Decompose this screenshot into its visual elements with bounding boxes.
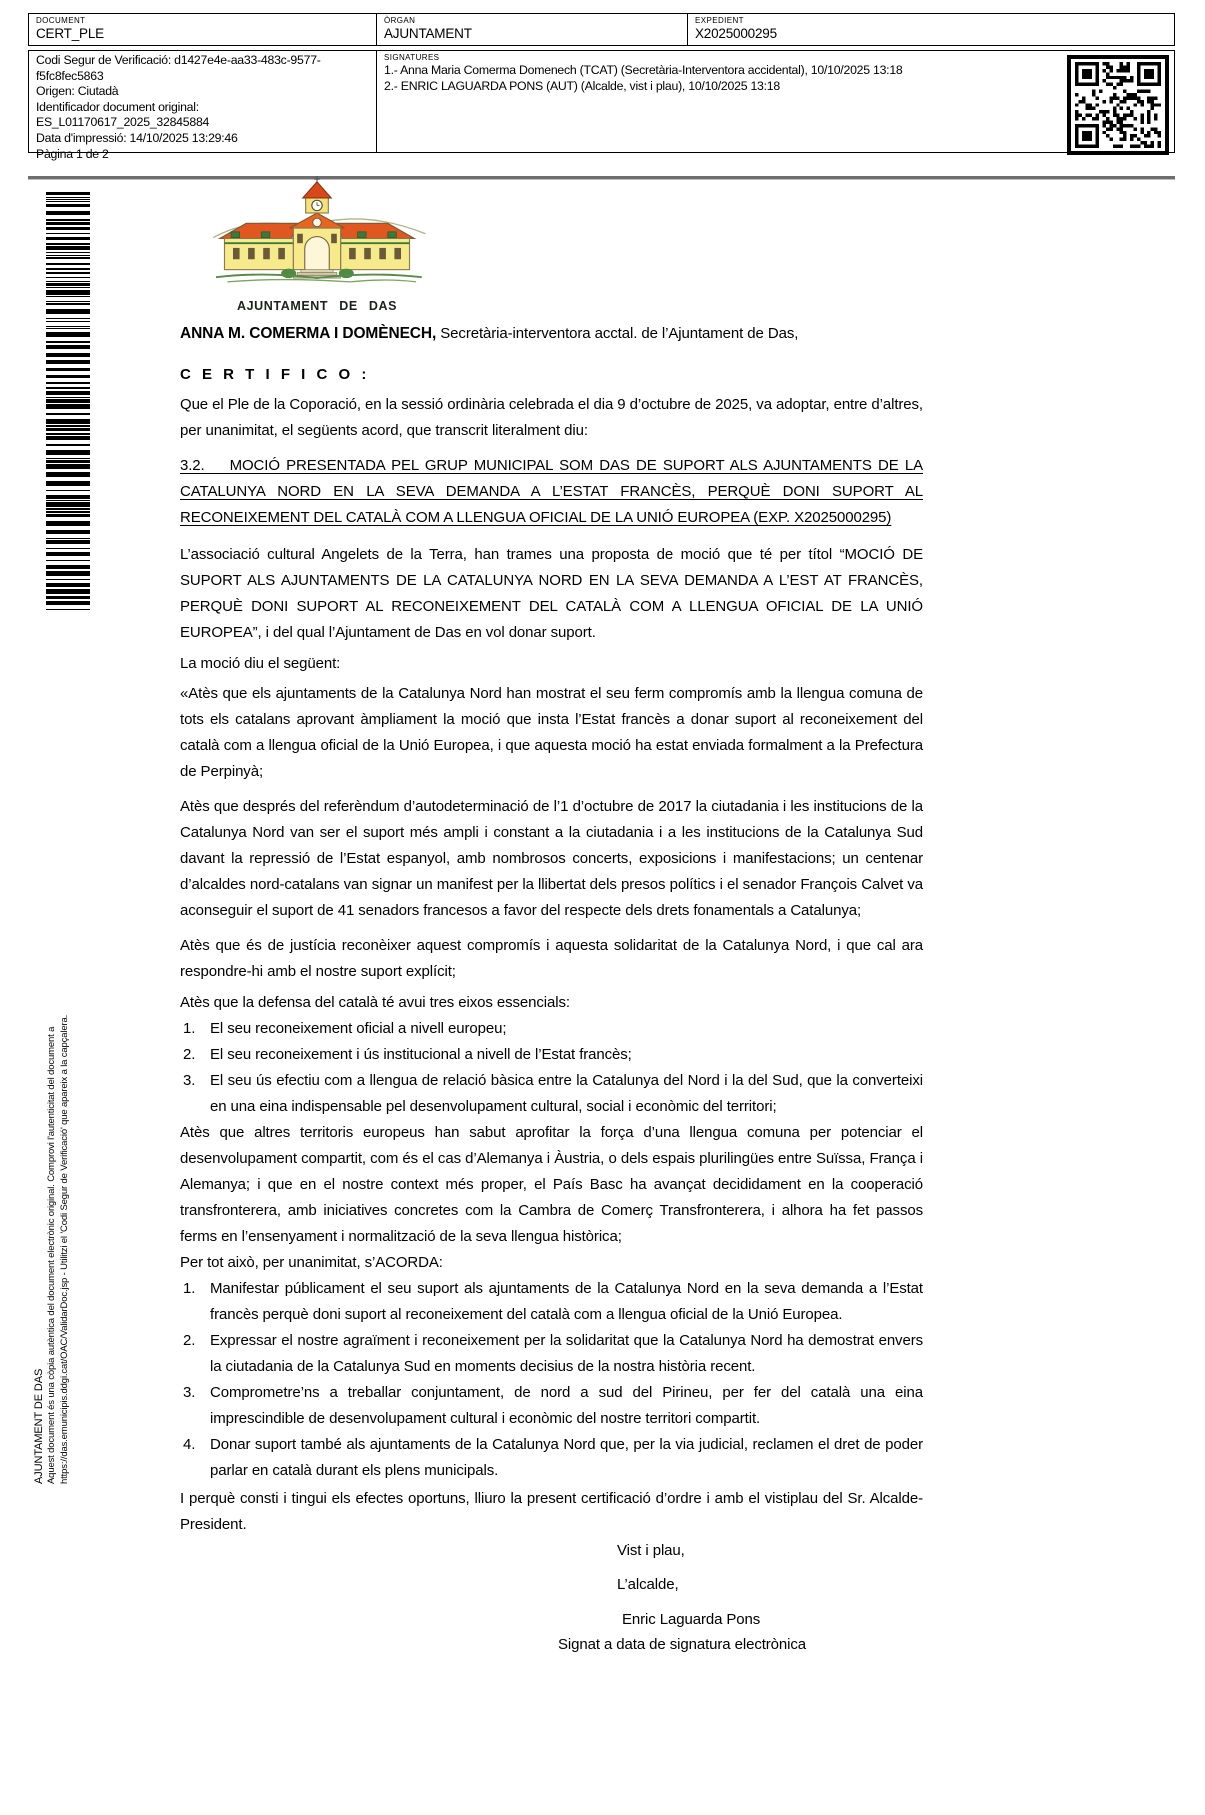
barcode-bar: [46, 277, 90, 278]
barcode-bar: [46, 211, 90, 215]
barcode-bar: [46, 481, 90, 486]
barcode-bar: [46, 495, 90, 499]
list-item: [180, 1380, 923, 1432]
organ-label: ÒRGAN: [384, 16, 416, 25]
barcode-bar: [46, 326, 90, 327]
barcode-bar: [46, 397, 90, 398]
side-validation-line-2: https://das.emunicipis.ddgi.cat/OAC/ValidarDoc.jsp - Utilitzi el 'Codi Segur de Verificació' que apareix a la capçalera.: [58, 1014, 70, 1484]
barcode-bar: [46, 341, 90, 343]
header-row-1: [28, 13, 1175, 46]
barcode-bar: [46, 399, 90, 403]
barcode-bar: [46, 450, 90, 455]
expedient-value: X2025000295: [695, 26, 777, 41]
document-value: CERT_PLE: [36, 26, 104, 41]
barcode-bar: [46, 272, 90, 274]
barcode-bar: [46, 301, 90, 302]
organ-cell: [376, 14, 687, 45]
barcode-bar: [46, 433, 90, 435]
document-cell: [29, 14, 376, 45]
secretary-name: ANNA M. COMERMA I DOMÈNECH,: [180, 325, 437, 342]
qr-code-image: [1074, 62, 1162, 148]
barcode-bar: [46, 201, 90, 202]
barcode-bar: [46, 252, 90, 253]
certifico-heading: C E R T I F I C O :: [180, 366, 370, 383]
vist-i-plau-line: Vist i plau,: [617, 1542, 685, 1559]
barcode-bar: [46, 508, 90, 510]
townhall-drawing-icon: [199, 179, 435, 297]
qr-code: [1067, 55, 1169, 155]
barcode-bar: [46, 353, 90, 357]
barcode-bar: [46, 219, 90, 221]
barcode-bar: [46, 596, 90, 599]
barcode-bar: [46, 502, 90, 507]
barcode-bar: [46, 222, 90, 225]
closing-paragraph: I perquè consti i tingui els efectes oportuns, lliuro la present certificació d’ordre i amb el vistiplau del Sr. Alcalde-President.: [180, 1490, 923, 1533]
barcode-bar: [46, 255, 90, 256]
list-item-number: 3.: [183, 1072, 196, 1089]
paragraph-ates-4: Atès que la defensa del català té avui tres eixos essencials:: [180, 994, 570, 1011]
barcode-bar: [46, 571, 90, 576]
barcode-bar: [46, 204, 90, 207]
barcode-bar: [46, 368, 90, 371]
side-validation-text: [33, 924, 71, 1484]
verification-origen: Origen: Ciutadà: [36, 84, 119, 99]
side-validation-line-1: Aquest document és una còpia autèntica del document electrònic original. Comprovi l'autenticitat del document a: [46, 1026, 57, 1484]
barcode-bar: [46, 382, 90, 384]
barcode-bar: [46, 413, 90, 415]
barcode-bar: [46, 290, 90, 295]
list-item-text: El seu reconeixement oficial a nivell europeu;: [210, 1020, 507, 1037]
barcode-bar: [46, 257, 90, 259]
alcalde-name: Enric Laguarda Pons: [622, 1611, 761, 1628]
signatures-label: SIGNATURES: [384, 53, 440, 62]
alcalde-line: L’alcalde,: [617, 1576, 679, 1593]
barcode-bar: [46, 360, 90, 364]
organ-value: AJUNTAMENT: [384, 26, 472, 41]
list-item: [180, 1016, 923, 1042]
barcode-bar: [46, 583, 90, 587]
list-item-text: Expressar el nostre agraïment i reconeixement per la solidaritat que la Catalunya Nord ha demostrat envers la ciutadania de la Catalunya Sud en moments decisius de la nostra història recent.: [210, 1332, 923, 1375]
list-item-text: Manifestar públicament el seu suport als ajuntaments de la Catalunya Nord en la seva demanda a l’Estat francès perquè doni suport al reconeixement del català com a llengua oficial de la Unió Europea.: [210, 1280, 923, 1323]
list-item-number: 1.: [183, 1020, 196, 1037]
barcode-bar: [46, 318, 90, 319]
barcode-bar: [46, 490, 90, 491]
document-label: DOCUMENT: [36, 16, 86, 25]
barcode-bar: [46, 197, 90, 198]
barcode-bar: [46, 530, 90, 534]
secretary-title: Secretària-interventora acctal. de l’Ajuntament de Das,: [436, 325, 799, 342]
barcode-bar: [46, 609, 90, 610]
list-item: [180, 1042, 923, 1068]
barcode-bar: [46, 387, 90, 389]
barcode-bar: [46, 227, 90, 230]
barcode-bar: [46, 538, 90, 539]
barcode-bar: [46, 237, 90, 240]
secretary-intro-line: [180, 321, 923, 347]
paragraph-ple-session: Que el Ple de la Coporació, en la sessió ordinària celebrada el dia 9 d’octubre de 2025, va adoptar, entre d’altres, per unanimitat, el següents acord, que transcrit literalment diu:: [180, 396, 923, 439]
barcode-bar: [46, 500, 90, 501]
barcode-bar: [46, 419, 90, 424]
barcode-bar: [46, 287, 90, 288]
electronic-signature-note: Signat a data de signatura electrònica: [558, 1636, 807, 1653]
barcode-bar: [46, 589, 90, 594]
paragraph-ates-2: Atès que després del referèndum d’autodeterminació de l’1 d’octubre de 2017 la ciutadania i les institucions de la Catalunya Nord van ser el suport més ampli i constant a la ciutadania i a les institucions de la Catalunya Sud davant la repressió de l’Estat espanyol, amb nombrosos concerts, exposicions i manifestacions; un centenar d’alcaldes nord-catalans van signar un manifest per la llibertat dels presos polítics i el senador François Calvet va aconseguir el suport de 41 senadors francesos a favor del respecte dels drets fonamentals a Catalunya;: [180, 798, 923, 919]
certificate-body: [180, 321, 923, 1656]
barcode-bar: [46, 309, 90, 314]
list-item-number: 4.: [183, 1436, 196, 1453]
list-item: [180, 1432, 923, 1484]
barcode-bar: [46, 458, 90, 459]
barcode-bar: [46, 303, 90, 305]
eixos-list: [180, 1016, 923, 1120]
signature-line-2: 2.- ENRIC LAGUARDA PONS (AUT) (Alcalde, vist i plau), 10/10/2025 13:18: [384, 78, 780, 93]
barcode-bar: [46, 552, 90, 556]
barcode-bar: [46, 391, 90, 395]
barcode-bar: [46, 283, 90, 286]
barcode-bar: [46, 296, 90, 297]
list-item-text: El seu ús efectiu com a llengua de relació bàsica entre la Catalunya del Nord i la del Sud, que la converteixi en una eina indispensable pel desenvolupament cultural, social i econòmic del territori;: [210, 1072, 923, 1115]
paragraph-angelets: L’associació cultural Angelets de la Terra, han trames una proposta de moció que té per títol “MOCIÓ DE SUPORT ALS AJUNTAMENTS DE LA CATALUNYA NORD EN LA SEVA DEMANDA A L’EST AT FRANCÈS, PERQUÈ DONI SUPORT AL RECONEIXEMENT DEL CATALÀ COM A LLENGUA OFICIAL DE LA UNIÓ EUROPEA”, i del qual l’Ajuntament de Das en vol donar suport.: [180, 546, 923, 641]
list-item-number: 2.: [183, 1046, 196, 1063]
barcode-bar: [46, 548, 90, 549]
barcode-bar: [46, 321, 90, 322]
barcode-bar: [46, 464, 90, 469]
logo-caption: AJUNTAMENT DE DAS: [236, 299, 398, 313]
list-item-number: 3.: [183, 1384, 196, 1401]
motion-heading-3-2: 3.2. MOCIÓ PRESENTADA PEL GRUP MUNICIPAL SOM DAS DE SUPORT ALS AJUNTAMENTS DE LA CATALUNYA NORD EN LA SEVA DEMANDA A L’ESTAT FRANCÈS, PERQUÈ DONI SUPORT AL RECONEIXEMENT DEL CATALÀ COM A LLENGUA OFICIAL DE LA UNIÓ EUROPEA (EXP. X2025000295): [180, 457, 923, 526]
barcode-bar: [46, 263, 90, 265]
list-item: [180, 1328, 923, 1380]
barcode-bar: [46, 281, 90, 282]
barcode: [46, 192, 90, 612]
paragraph-ates-5: Atès que altres territoris europeus han sabut aprofitar la força d’una llengua comuna per potenciar el desenvolupament compartit, com és el cas d’Alemanya i Àustria, o dels espais plurilingües entre Suïssa, França i Alemanya; i que en el nostre context més proper, el País Basc ha avançat decididament en la cooperació transfronterera, amb iniciatives concretes com la Cambra de Comerç Transfronterera, i alhora ha fet passos ferms en l’ensenyament i normalització de la seva llengua històrica;: [180, 1124, 923, 1245]
paragraph-acorda-intro: Per tot això, per unanimitat, s’ACORDA:: [180, 1254, 443, 1271]
list-item: [180, 1068, 923, 1120]
barcode-bar: [46, 579, 90, 580]
verification-csv: Codi Segur de Verificació: d1427e4e-aa33-483c-9577-f5fc8fec5863: [36, 53, 321, 83]
verification-impressio: Data d'impressió: 14/10/2025 13:29:46: [36, 130, 238, 145]
barcode-bar: [46, 540, 90, 544]
verification-cell: [29, 51, 376, 161]
verification-pagina: Pàgina 1 de 2: [36, 146, 109, 161]
list-item-text: Comprometre’ns a treballar conjuntament, de nord a sud del Pirineu, per fer del català una eina imprescindible de desenvolupament cultural i econòmic del nostre territori compartit.: [210, 1384, 923, 1427]
barcode-bar: [46, 243, 90, 245]
barcode-bar: [46, 560, 90, 561]
barcode-bar: [46, 404, 90, 409]
signature-block: [558, 1538, 858, 1656]
barcode-bar: [46, 246, 90, 250]
signature-line-1: 1.- Anna Maria Comerma Domenech (TCAT) (Secretària-Interventora accidental), 10/10/2025 13:18: [384, 63, 903, 77]
barcode-bar: [46, 514, 90, 517]
barcode-bar: [46, 521, 90, 526]
list-item-text: El seu reconeixement i ús institucional a nivell de l’Estat francès;: [210, 1046, 632, 1063]
header-row-2: [28, 50, 1175, 161]
signatures-cell: [376, 51, 1174, 152]
expedient-label: EXPEDIENT: [695, 16, 744, 25]
barcode-bar: [46, 428, 90, 431]
list-item-number: 2.: [183, 1332, 196, 1349]
barcode-bar: [46, 460, 90, 463]
list-item: [180, 1276, 923, 1328]
barcode-bar: [46, 328, 90, 329]
expedient-cell: [687, 14, 1174, 45]
list-item-number: 1.: [183, 1280, 196, 1297]
barcode-bar: [46, 436, 90, 440]
acorda-list: [180, 1276, 923, 1484]
paragraph-ates-3: Atès que és de justícia reconèixer aquest compromís i aquesta solidaritat de la Catalunya Nord, i que cal ara respondre-hi amb el nostre suport explícit;: [180, 937, 923, 980]
townhall-logo: [188, 179, 446, 313]
barcode-bar: [46, 268, 90, 270]
barcode-bar: [46, 444, 90, 446]
barcode-bar: [46, 332, 90, 337]
barcode-bar: [46, 199, 90, 200]
verification-identificador: Identificador document original: ES_L01170617_2025_32845884: [36, 99, 210, 130]
barcode-bar: [46, 345, 90, 349]
barcode-bar: [46, 601, 90, 605]
side-org-name: AJUNTAMENT DE DAS: [33, 1368, 45, 1484]
paragraph-mocio-intro: La moció diu el següent:: [180, 655, 341, 672]
barcode-bar: [46, 375, 90, 378]
barcode-bar: [46, 511, 90, 513]
list-item-text: Donar suport també als ajuntaments de la Catalunya Nord que, per la via judicial, reclamen el dret de poder parlar en català durant els plens municipals.: [210, 1436, 923, 1479]
barcode-bar: [46, 233, 90, 234]
barcode-bar: [46, 565, 90, 569]
paragraph-ates-1: «Atès que els ajuntaments de la Catalunya Nord han mostrat el seu ferm compromís amb la llengua comuna de tots els catalans aprovant àmpliament la moció que insta l’Estat francès a donar suport al reconeixement del català com a llengua oficial de la Unió Europea, i que aquesta moció ha estat enviada formalment a la Prefectura de Perpinyà;: [180, 685, 923, 780]
barcode-bar: [46, 192, 90, 195]
barcode-bar: [46, 425, 90, 427]
barcode-bar: [46, 472, 90, 477]
